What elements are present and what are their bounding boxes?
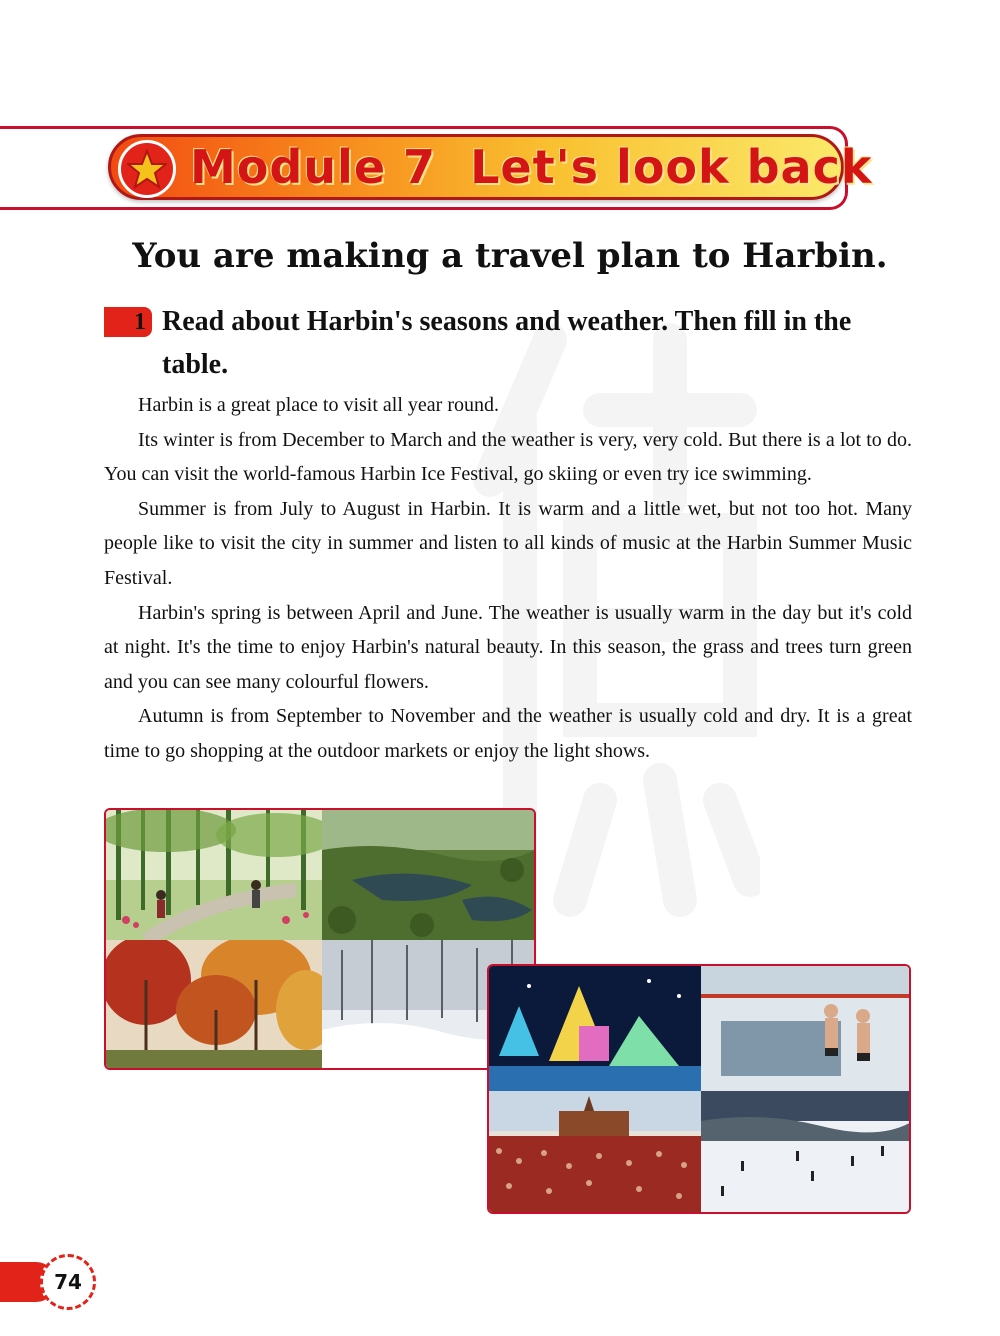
- reading-passage: [104, 388, 912, 769]
- page-number: 74: [40, 1254, 96, 1310]
- autumn-photo: [106, 940, 322, 1070]
- skiing-photo: [701, 1091, 911, 1214]
- paragraph-winter: Its winter is from December to March and the weather is very, very cold. But there is a lot to do. You can visit the world-famous Harbin Ice Festival, go skiing or even try ice swimming.: [104, 428, 912, 486]
- paragraph-summer: Summer is from July to August in Harbin. It is warm and a little wet, but not too hot. Many people like to visit the city in summer and listen to all kinds of music at the Harbin Summer Music Festival.: [104, 497, 912, 589]
- module-title: Module 7 Let's look back: [190, 140, 873, 194]
- exercise-number-badge: 1: [104, 307, 152, 337]
- spring-photo: [106, 810, 322, 940]
- page-headline: You are making a travel plan to Harbin.: [132, 236, 888, 276]
- music-festival-photo: [489, 1091, 701, 1214]
- activities-photo-collage: [487, 964, 911, 1214]
- paragraph-intro: Harbin is a great place to visit all year round.: [138, 394, 499, 416]
- star-icon: [118, 140, 176, 198]
- paragraph-spring: Harbin's spring is between April and June. The weather is usually warm in the day but it's cold at night. It's the time to enjoy Harbin's natural beauty. In this season, the grass and trees turn green and you can see many colourful flowers.: [104, 601, 912, 693]
- summer-photo: [322, 810, 536, 940]
- ice-swimming-photo: [701, 966, 911, 1091]
- seasons-photo-collage: [104, 808, 536, 1070]
- paragraph-autumn: Autumn is from September to November and the weather is usually cold and dry. It is a great time to go shopping at the outdoor markets or enjoy the light shows.: [104, 705, 912, 762]
- ice-festival-photo: [489, 966, 701, 1091]
- exercise-instruction: Read about Harbin's seasons and weather. Then fill in the table.: [162, 306, 852, 380]
